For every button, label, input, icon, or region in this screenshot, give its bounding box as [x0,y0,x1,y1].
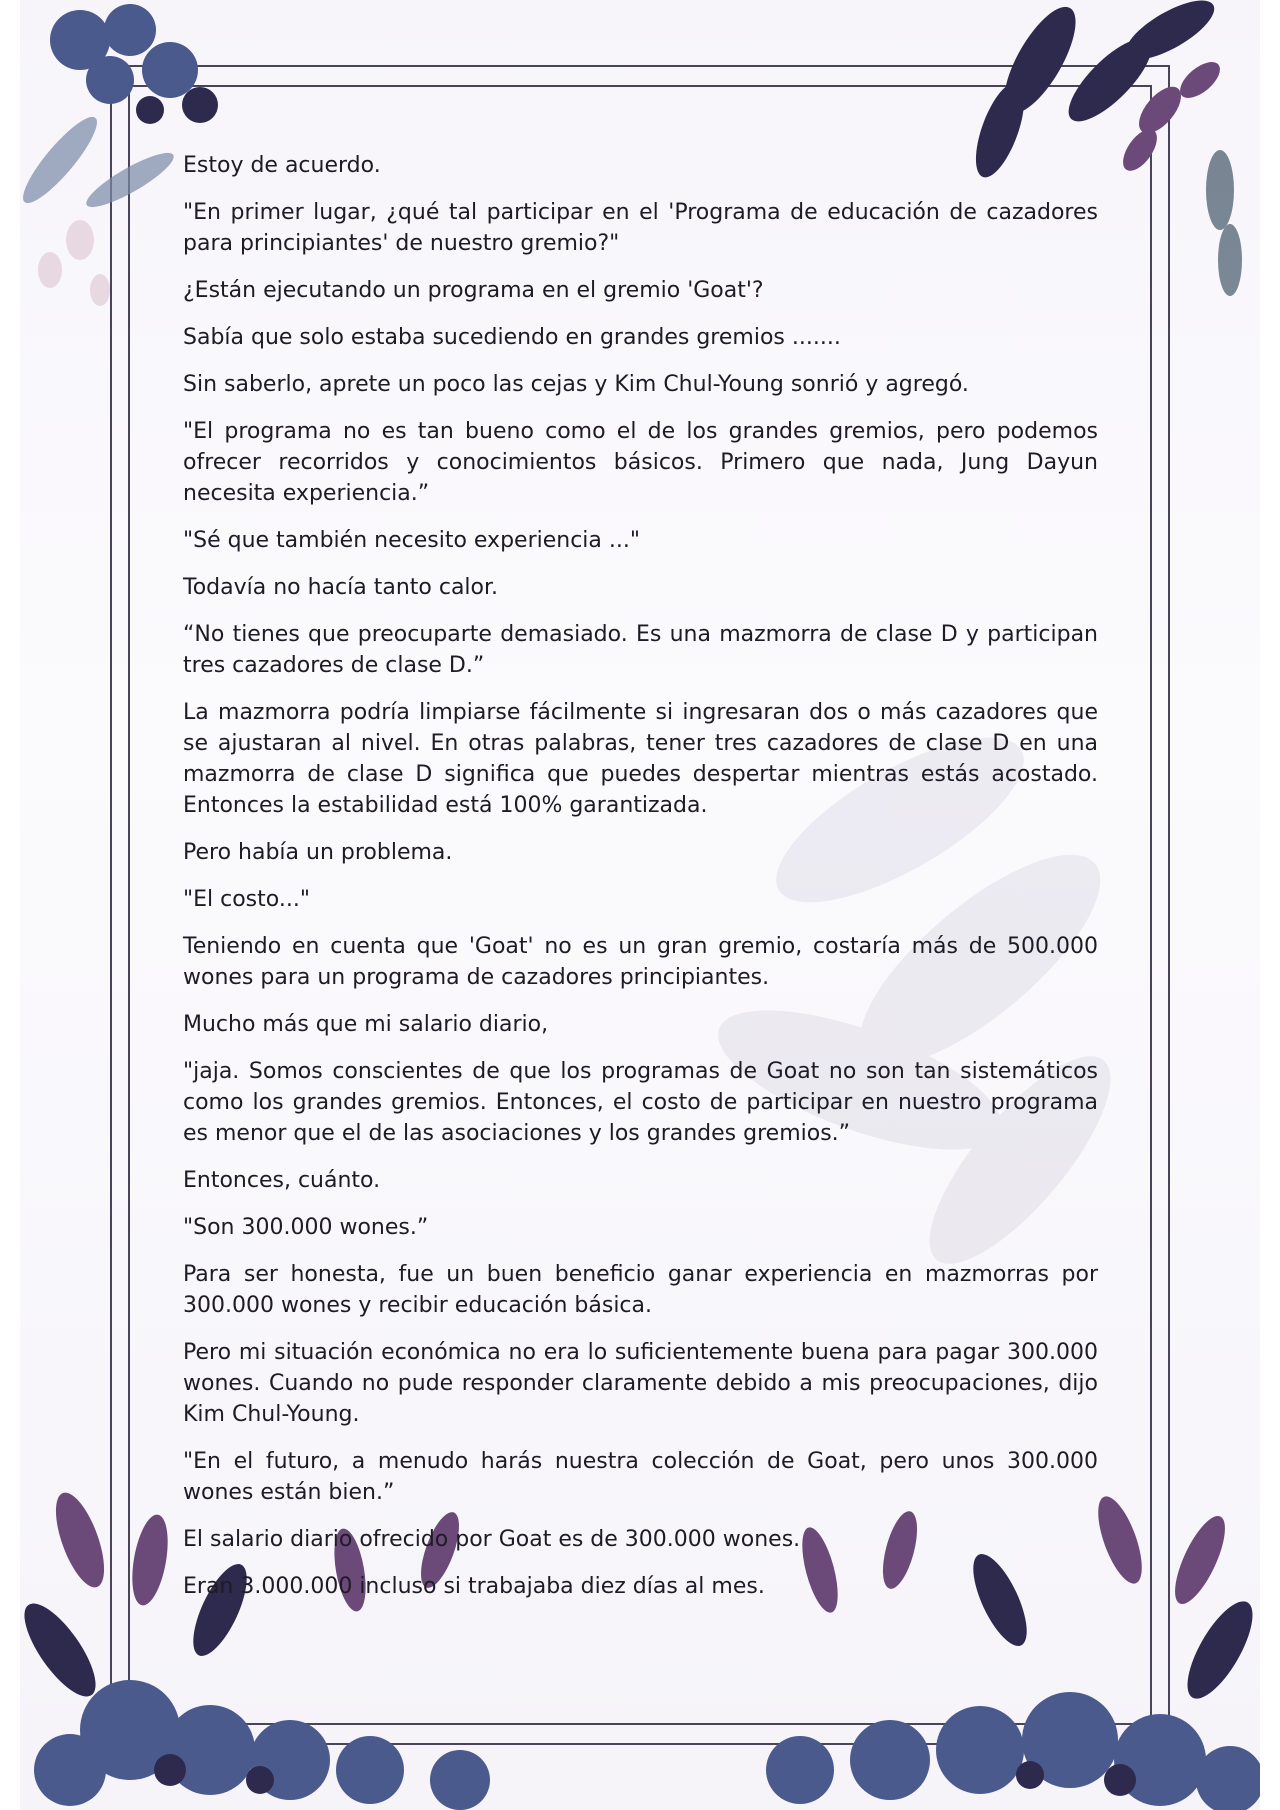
paragraph: Eran 3.000.000 incluso si trabajaba diez días al mes. [183,1574,765,1599]
paragraph: Entonces, cuánto. [183,1168,381,1193]
paragraph: La mazmorra podría limpiarse fácilmente si ingresaran dos o más cazadores que se ajustaran al nivel. En otras palabras, tener tres cazadores de clase D en una mazmorra de clase D significa que puedes despertar mientras estás acostado. Entonces la estabilidad está 100% garantizada. [183,700,1098,818]
paragraph: "Sé que también necesito experiencia ..." [183,528,640,553]
paragraph: Pero mi situación económica no era lo suficientemente buena para pagar 300.000 wones. Cuando no pude responder claramente debido a mis preocupaciones, dijo Kim Chul-Young. [183,1340,1098,1427]
paragraph: Estoy de acuerdo. [183,153,381,178]
paragraph: Sabía que solo estaba sucediendo en grandes gremios ....... [183,325,841,350]
paragraph: Pero había un problema. [183,840,453,865]
document-body [183,150,1098,1618]
paragraph: "En primer lugar, ¿qué tal participar en el 'Programa de educación de cazadores para principiantes' de nuestro gremio?" [183,200,1098,256]
paragraph: "Son 300.000 wones.” [183,1215,429,1240]
paragraph: “No tienes que preocuparte demasiado. Es una mazmorra de clase D y participan tres cazadores de clase D.” [183,622,1098,678]
paragraph: Para ser honesta, fue un buen beneficio ganar experiencia en mazmorras por 300.000 wones y recibir educación básica. [183,1262,1098,1318]
paragraph: "jaja. Somos conscientes de que los programas de Goat no son tan sistemáticos como los grandes gremios. Entonces, el costo de participar en nuestro programa es menor que el de las asociaciones y los grandes gremios.” [183,1059,1098,1146]
paragraph: Mucho más que mi salario diario, [183,1012,549,1037]
paragraph: Teniendo en cuenta que 'Goat' no es un gran gremio, costaría más de 500.000 wones para un programa de cazadores principiantes. [183,934,1098,990]
paragraph: Sin saberlo, aprete un poco las cejas y Kim Chul-Young sonrió y agregó. [183,372,969,397]
paragraph: El salario diario ofrecido por Goat es de 300.000 wones. [183,1527,801,1552]
paragraph: "El costo..." [183,887,310,912]
paragraph: ¿Están ejecutando un programa en el gremio 'Goat'? [183,278,764,303]
paragraph: "En el futuro, a menudo harás nuestra colección de Goat, pero unos 300.000 wones están bien.” [183,1449,1098,1505]
paragraph: "El programa no es tan bueno como el de los grandes gremios, pero podemos ofrecer recorridos y conocimientos básicos. Primero que nada, Jung Dayun necesita experiencia.” [183,419,1098,506]
paragraph: Todavía no hacía tanto calor. [183,575,499,600]
